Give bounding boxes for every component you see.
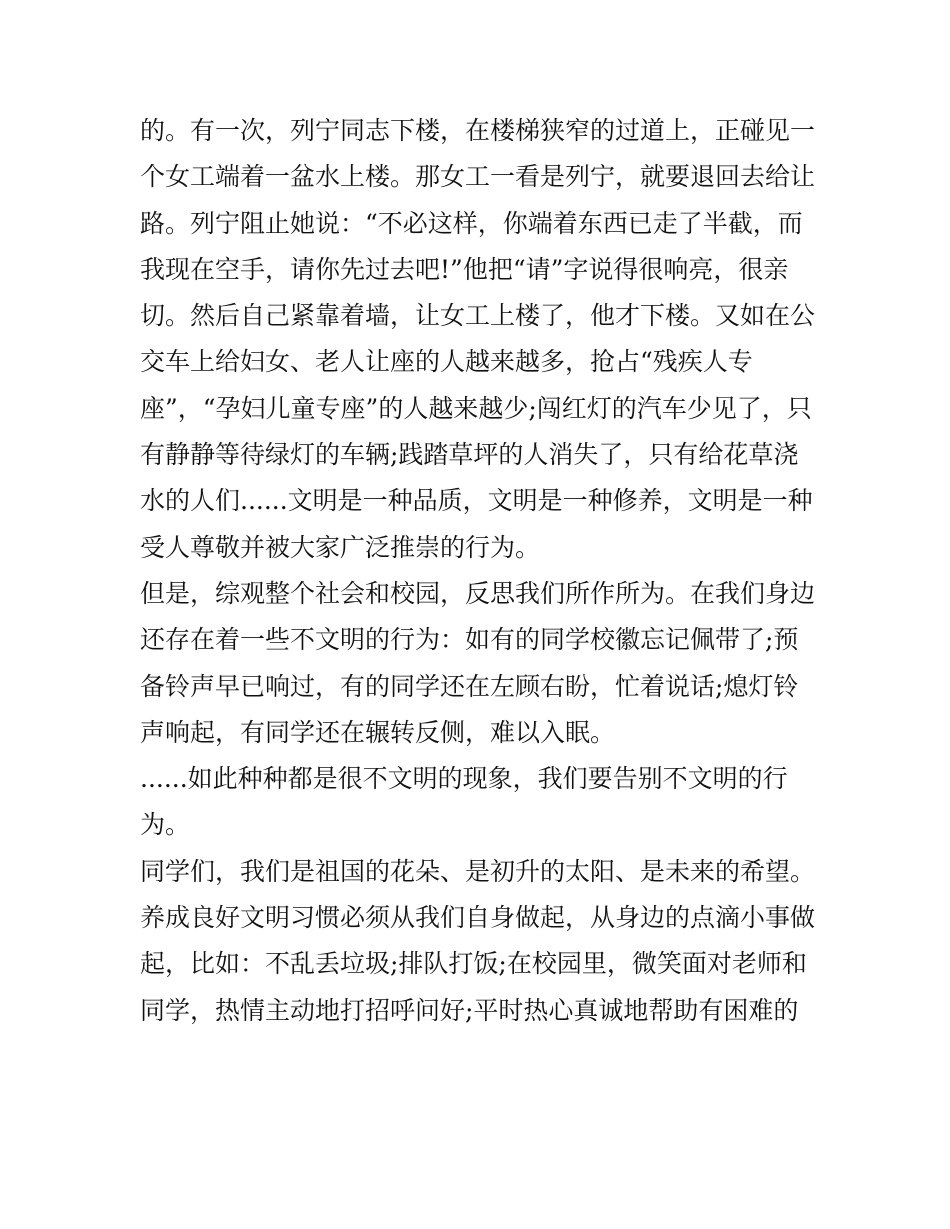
text-line-7: 座”，“孕妇儿童专座”的人越来越少;闯红灯的汽车少见了，只	[140, 393, 812, 423]
text-line-2: 个女工端着一盆水上楼。那女工一看是列宁，就要退回去给让	[140, 162, 816, 192]
text-line-13: 备铃声早已响过，有的同学还在左顾右盼，忙着说话;熄灯铃	[140, 671, 799, 701]
text-line-8: 有静静等待绿灯的车辆;践踏草坪的人消失了，只有给花草浇	[140, 440, 799, 470]
text-line-4: 我现在空手，请你先过去吧!”他把“请”字说得很响亮，很亲	[140, 254, 789, 284]
text-line-5: 切。然后自己紧靠着墙，让女工上楼了，他才下楼。又如在公	[140, 301, 816, 331]
text-line-3: 路。列宁阻止她说：“不必这样，你端着东西已走了半截，而	[140, 208, 803, 238]
text-line-16: 为。	[140, 810, 191, 840]
text-line-18: 养成良好文明习惯必须从我们自身做起，从身边的点滴小事做	[140, 903, 816, 933]
text-line-14: 声响起，有同学还在辗转反侧，难以入眠。	[140, 717, 616, 747]
text-line-11: 但是，综观整个社会和校园，反思我们所作所为。在我们身边	[140, 578, 816, 608]
text-line-15: ......如此种种都是很不文明的现象，我们要告别不文明的行	[140, 764, 788, 794]
text-line-20: 同学，热情主动地打招呼问好;平时热心真诚地帮助有困难的	[140, 995, 799, 1025]
text-line-1: 的。有一次，列宁同志下楼，在楼梯狭窄的过道上，正碰见一	[140, 116, 816, 145]
text-line-17: 同学们，我们是祖国的花朵、是初升的太阳、是未来的希望。	[140, 856, 816, 886]
text-line-12: 还存在着一些不文明的行为：如有的同学校徽忘记佩带了;预	[140, 625, 799, 655]
text-line-6: 交车上给妇女、老人让座的人越来越多，抢占“残疾人专	[140, 347, 753, 377]
body-text	[140, 108, 830, 1034]
text-line-10: 受人尊敬并被大家广泛推崇的行为。	[140, 532, 541, 562]
text-line-9: 水的人们......文明是一种品质，文明是一种修养，文明是一种	[140, 486, 813, 516]
text-line-19: 起，比如：不乱丢垃圾;排队打饭;在校园里，微笑面对老师和	[140, 949, 807, 979]
